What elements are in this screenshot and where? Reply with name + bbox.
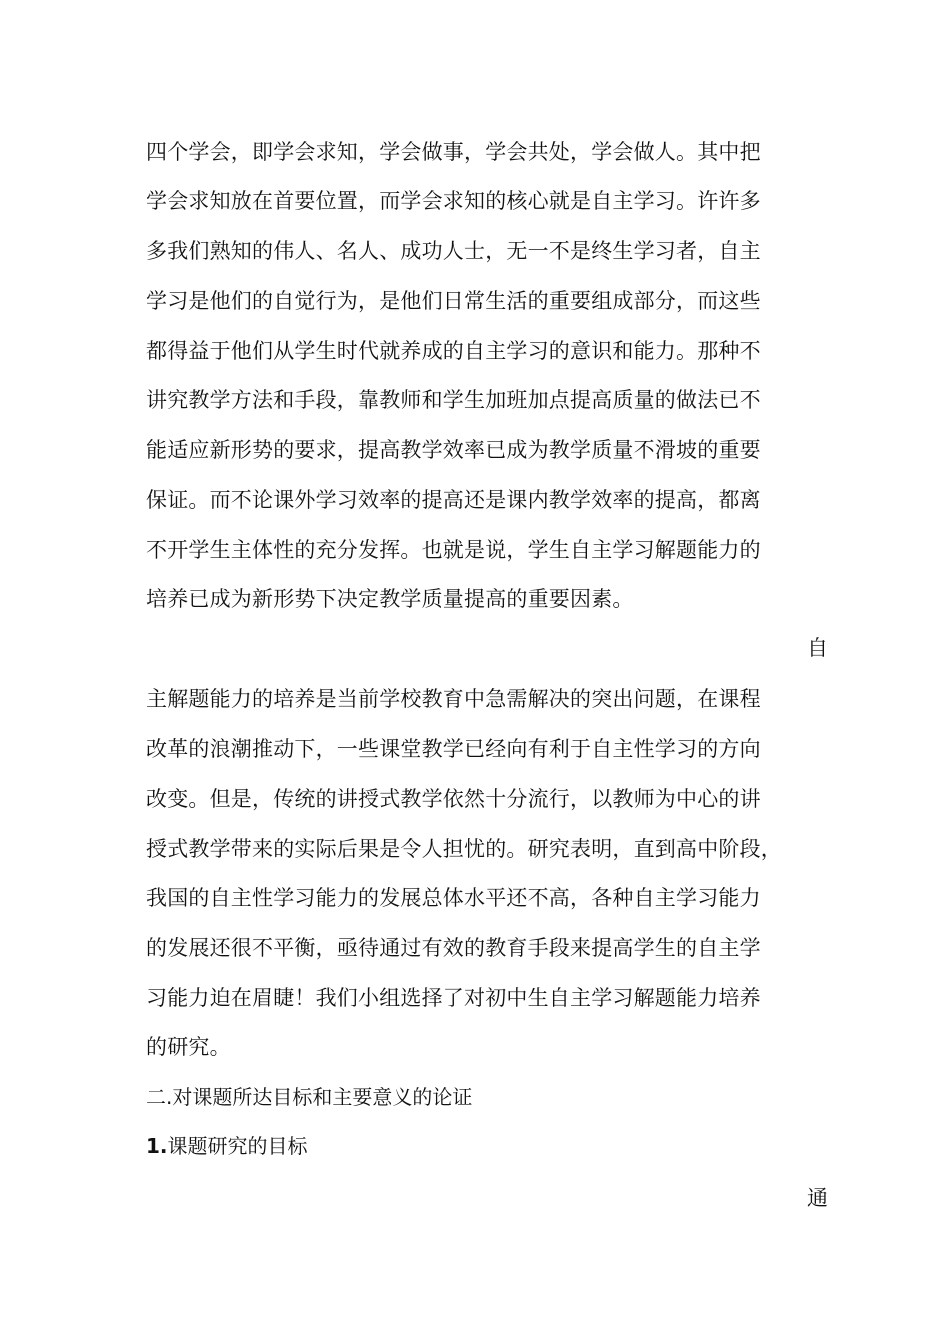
paragraph-1-line: 四个学会，即学会求知，学会做事，学会共处，学会做人。其中把	[146, 140, 761, 164]
paragraph-2-line: 的发展还很不平衡，亟待通过有效的教育手段来提高学生的自主学	[146, 936, 761, 960]
subsection-heading	[146, 1131, 308, 1161]
paragraph-2-line: 主解题能力的培养是当前学校教育中急需解决的突出问题，在课程	[146, 687, 761, 711]
paragraph-1-line: 能适应新形势的要求，提高教学效率已成为教学质量不滑坡的重要	[146, 438, 761, 462]
paragraph-2-line: 习能力迫在眉睫！我们小组选择了对初中生自主学习解题能力培养	[146, 986, 761, 1010]
subsection-number: 1.	[146, 1134, 168, 1158]
subsection-title: 课题研究的目标	[167, 1134, 308, 1158]
paragraph-2-line: 我国的自主性学习能力的发展总体水平还不高，各种自主学习能力	[146, 886, 761, 910]
paragraph-2-line: 的研究。	[146, 1035, 231, 1059]
paragraph-2-line: 改变。但是，传统的讲授式教学依然十分流行，以教师为中心的讲	[146, 787, 761, 811]
paragraph-1-line: 不开学生主体性的充分发挥。也就是说，学生自主学习解题能力的	[146, 538, 761, 562]
paragraph-2-line: 授式教学带来的实际后果是令人担忧的。研究表明，直到高中阶段，	[146, 837, 782, 861]
paragraph-1-line: 学会求知放在首要位置，而学会求知的核心就是自主学习。许许多	[146, 189, 761, 213]
paragraph-1-line: 培养已成为新形势下决定教学质量提高的重要因素。	[146, 587, 634, 611]
trailing-char: 通	[807, 1186, 828, 1210]
paragraph-1-line: 都得益于他们从学生时代就养成的自主学习的意识和能力。那种不	[146, 339, 761, 363]
section-heading: 二.对课题所达目标和主要意义的论证	[146, 1085, 473, 1109]
paragraph-1-line: 保证。而不论课外学习效率的提高还是课内教学效率的提高，都离	[146, 488, 761, 512]
paragraph-1-line: 学习是他们的自觉行为，是他们日常生活的重要组成部分，而这些	[146, 289, 761, 313]
paragraph-2-lead-char: 自	[807, 636, 828, 660]
paragraph-1-line: 讲究教学方法和手段，靠教师和学生加班加点提高质量的做法已不	[146, 388, 761, 412]
paragraph-1-line: 多我们熟知的伟人、名人、成功人士，无一不是终生学习者，自主	[146, 239, 761, 263]
paragraph-2-line: 改革的浪潮推动下，一些课堂教学已经向有利于自主性学习的方向	[146, 737, 761, 761]
